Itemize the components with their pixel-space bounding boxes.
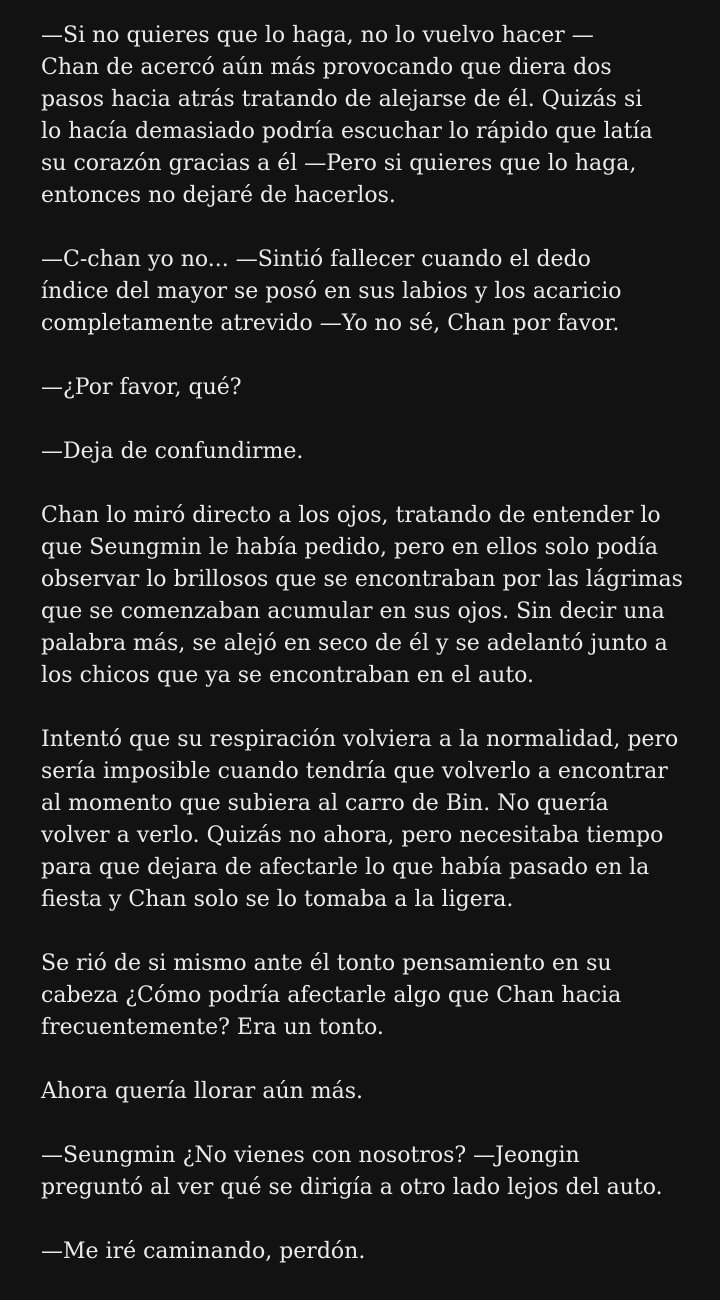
story-paragraph xyxy=(41,372,701,404)
text-line: frecuentemente? Era un tonto. xyxy=(41,1015,384,1040)
text-line: índice del mayor se posó en sus labios y los acaricio xyxy=(41,279,622,304)
text-line: los chicos que ya se encontraban en el auto. xyxy=(41,663,535,688)
text-line: palabra más, se alejó en seco de él y se adelantó junto a xyxy=(41,631,668,656)
text-line: al momento que subiera al carro de Bin. No quería xyxy=(41,791,609,816)
text-line: fiesta y Chan solo se lo tomaba a la ligera. xyxy=(41,887,514,912)
text-line: pasos hacia atrás tratando de alejarse de él. Quizás si xyxy=(41,87,643,112)
story-paragraph xyxy=(41,1076,701,1108)
text-line: Intentó que su respiración volviera a la normalidad, pero xyxy=(41,727,679,752)
text-line: su corazón gracias a él —Pero si quieres que lo haga, xyxy=(41,151,637,176)
text-line: Ahora quería llorar aún más. xyxy=(41,1079,364,1104)
text-line: preguntó al ver qué se dirigía a otro lado lejos del auto. xyxy=(41,1175,663,1200)
text-line: cabeza ¿Cómo podría afectarle algo que Chan hacia xyxy=(41,983,622,1008)
text-line: —Seungmin ¿No vienes con nosotros? —Jeongin xyxy=(41,1143,580,1168)
text-line: observar lo brillosos que se encontraban por las lágrimas xyxy=(41,567,683,592)
text-line: sería imposible cuando tendría que volverlo a encontrar xyxy=(41,759,668,784)
story-paragraph xyxy=(41,436,701,468)
story-paragraph xyxy=(41,244,701,340)
text-line: —Me iré caminando, perdón. xyxy=(41,1239,366,1264)
story-paragraph xyxy=(41,948,701,1044)
text-line: —Deja de confundirme. xyxy=(41,439,304,464)
text-line: Chan lo miró directo a los ojos, tratando de entender lo xyxy=(41,503,661,528)
story-paragraph xyxy=(41,500,701,692)
text-line: volver a verlo. Quizás no ahora, pero necesitaba tiempo xyxy=(41,823,664,848)
text-line: Se rió de si mismo ante él tonto pensamiento en su xyxy=(41,951,612,976)
text-line: Chan de acercó aún más provocando que diera dos xyxy=(41,55,612,80)
text-line: para que dejara de afectarle lo que había pasado en la xyxy=(41,855,650,880)
text-line: lo hacía demasiado podría escuchar lo rápido que latía xyxy=(41,119,653,144)
story-paragraph xyxy=(41,1236,701,1268)
text-line: completamente atrevido —Yo no sé, Chan por favor. xyxy=(41,311,620,336)
story-paragraph xyxy=(41,20,701,212)
text-line: —Si no quieres que lo haga, no lo vuelvo hacer — xyxy=(41,23,594,48)
story-paragraph xyxy=(41,724,701,916)
story-paragraph xyxy=(41,1140,701,1204)
text-line: —¿Por favor, qué? xyxy=(41,375,242,400)
text-line: que Seungmin le había pedido, pero en ellos solo podía xyxy=(41,535,658,560)
text-line: entonces no dejaré de hacerlos. xyxy=(41,183,396,208)
story-text xyxy=(41,20,701,1300)
text-line: que se comenzaban acumular en sus ojos. Sin decir una xyxy=(41,599,665,624)
text-line: —C-chan yo no... —Sintió fallecer cuando el dedo xyxy=(41,247,591,272)
